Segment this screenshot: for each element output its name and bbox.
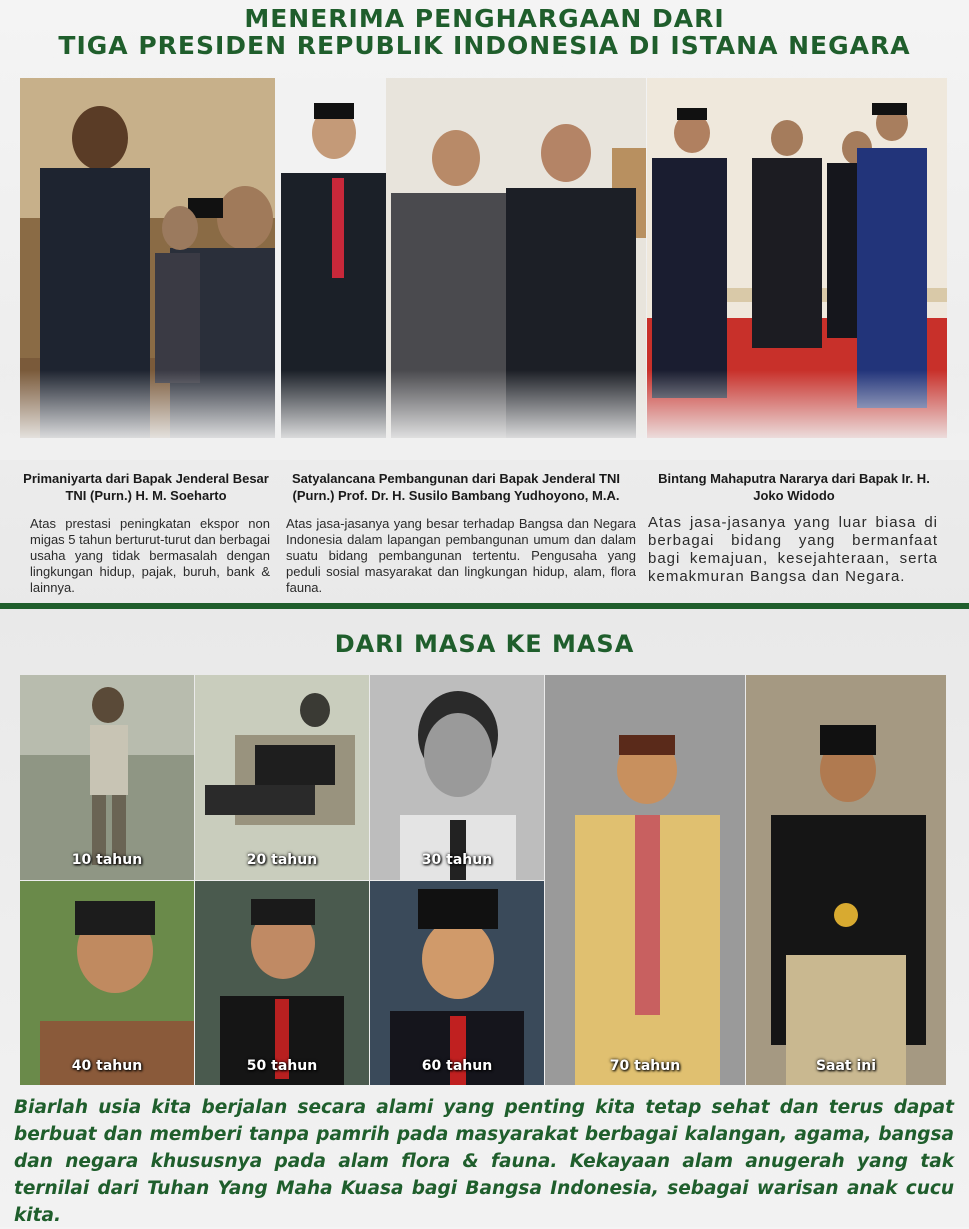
page-title-line2: TIGA PRESIDEN REPUBLIK INDONESIA DI ISTANA NEGARA	[58, 31, 911, 60]
portrait-60-years	[370, 881, 544, 1085]
award-description-2: Atas jasa-jasanya yang besar terhadap Bangsa dan Negara Indonesia dalam lapangan pembangunan umum dan dalam suatu bidang pembangunan tertentu. Pengusaha yang peduli sosial masyarakat dan lingkungan hidup, alam, flora fauna.	[286, 516, 636, 595]
age-label-40: 40 tahun	[71, 1058, 143, 1074]
award-description-1: Atas prestasi peningkatan ekspor non migas 5 tahun berturut-turut dan berbagai usaha yang tidak bermasalah dengan lingkungan hidup, pajak, buruh, bank & lainnya.	[30, 516, 270, 595]
page-title-line1: MENERIMA PENGHARGAAN DARI	[244, 4, 725, 33]
age-label-30: 30 tahun	[421, 852, 493, 868]
section-title: DARI MASA KE MASA	[334, 630, 635, 658]
award-caption-2: Satyalancana Pembangunan dari Bapak Jenderal TNI (Purn.) Prof. Dr. H. Susilo Bambang Yudhoyono, M.A.	[291, 471, 620, 503]
age-label-70: 70 tahun	[609, 1058, 681, 1074]
age-label-20: 20 tahun	[246, 852, 318, 868]
award-description-3: Atas jasa-jasanya yang luar biasa di berbagai bidang yang bermanfaat bagi kemajuan, kesejahteraan, serta kemakmuran Bangsa dan Negara.	[648, 514, 938, 585]
age-label-50: 50 tahun	[246, 1058, 318, 1074]
age-label-current: Saat ini	[815, 1058, 877, 1074]
age-label-10: 10 tahun	[71, 852, 143, 868]
portrait-30-years	[370, 675, 544, 880]
portrait-10-years	[20, 675, 194, 880]
photo-fade	[0, 370, 969, 460]
portrait-current	[746, 675, 946, 1085]
closing-quote: Biarlah usia kita berjalan secara alami yang penting kita tetap sehat dan terus dapat berbuat dan memberi tanpa pamrih pada masyarakat berbagai kalangan, agama, bangsa dan negara khususnya pada alam flora & fauna. Kekayaan alam anugerah yang tak ternilai dari Tuhan Yang Maha Kuasa bagi Bangsa Indonesia, sebagai warisan anak cucu kita.	[14, 1097, 954, 1226]
portrait-70-years	[545, 675, 745, 1085]
section-divider	[0, 603, 969, 609]
award-caption-1: Primaniyarta dari Bapak Jenderal Besar TNI (Purn.) H. M. Soeharto	[23, 471, 269, 503]
portrait-40-years	[20, 881, 194, 1085]
award-caption-3: Bintang Mahaputra Nararya dari Bapak Ir. H. Joko Widodo	[658, 471, 930, 503]
portrait-50-years	[195, 881, 369, 1085]
age-label-60: 60 tahun	[421, 1058, 493, 1074]
portrait-20-years	[195, 675, 369, 880]
